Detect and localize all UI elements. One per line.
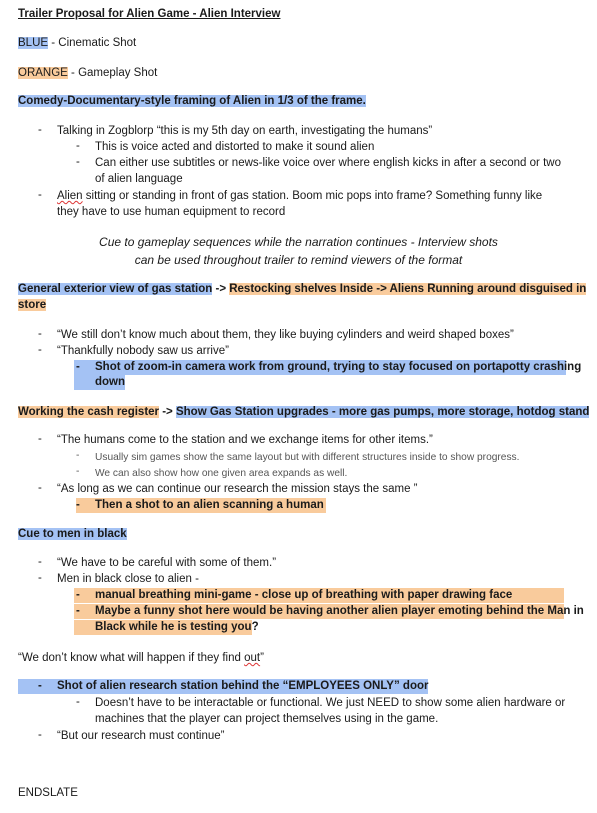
- s1-bullet1b-line1: Can either use subtitles or news-like voice over where english kicks in after a second or two: [95, 157, 561, 169]
- s3-bullet2: “As long as we can continue our research the mission stays the same ”: [57, 483, 418, 495]
- section1-heading: Comedy-Documentary-style framing of Alien in 1/3 of the frame.: [18, 95, 366, 107]
- s5-bullet1a-line1: Doesn’t have to be interactable or functional. We just NEED to show some alien hardware or: [95, 697, 566, 709]
- bullet-dash: -: [76, 450, 80, 461]
- s4-bullet2b-line2: Black while he is testing you?: [74, 620, 252, 635]
- cue-note-line2: can be used throughout trailer to remind viewers of the format: [134, 253, 463, 267]
- s1-bullet1: Talking in Zogblorp “this is my 5th day on earth, investigating the humans”: [57, 125, 433, 137]
- s2-bullet1: “We still don’t know much about them, they like buying cylinders and weird shaped boxes”: [57, 329, 514, 341]
- s1-bullet1b-line2: of alien language: [95, 173, 183, 185]
- legend-orange-swatch: ORANGE: [18, 67, 68, 79]
- s4-bullet2a: - manual breathing mini-game - close up of breathing with paper drawing face: [74, 588, 564, 603]
- s2-bullet2: “Thankfully nobody saw us arrive”: [57, 345, 229, 357]
- s3-bullet2a: - Then a shot to an alien scanning a human: [76, 499, 324, 511]
- bullet-dash: -: [38, 556, 42, 568]
- bullet-dash: -: [38, 344, 42, 356]
- legend-blue-swatch: BLUE: [18, 37, 49, 49]
- s1-bullet2-line1: Alien sitting or standing in front of gas station. Boom mic pops into frame? Something funny like: [57, 190, 543, 202]
- s5-bullet1a-line2: machines that the player can project themselves using in the game.: [95, 713, 439, 725]
- section3-heading: Working the cash register -> Show Gas Station upgrades - more gas pumps, more storage, hotdog stand: [18, 406, 590, 418]
- s3-bullet1a: Usually sim games show the same layout but with different structures inside to show progress.: [95, 452, 520, 463]
- bullet-dash: -: [38, 572, 42, 584]
- bullet-dash: -: [38, 482, 42, 494]
- s4-bullet2b-line1: - Maybe a funny shot here would be having another alien player emoting behind the Man in: [76, 605, 584, 617]
- endslate: ENDSLATE: [18, 787, 78, 799]
- section2-heading-line1: General exterior view of gas station -> Restocking shelves Inside -> Aliens Running around disguised in: [18, 283, 587, 295]
- bullet-dash: -: [38, 433, 42, 445]
- bullet-dash: -: [38, 189, 42, 201]
- s4-bullet2: Men in black close to alien -: [57, 573, 199, 585]
- bullet-dash: -: [38, 124, 42, 136]
- s5-bullet1: - Shot of alien research station behind the “EMPLOYEES ONLY” door: [18, 679, 428, 694]
- s3-bullet1: “The humans come to the station and we exchange items for other items.”: [57, 434, 433, 446]
- s1-bullet2-line2: they have to use human equipment to record: [57, 206, 286, 218]
- s3-bullet1b: We can also show how one given area expands as well.: [95, 468, 348, 479]
- s1-bullet1a: This is voice acted and distorted to make it sound alien: [95, 141, 375, 153]
- s2-bullet2a-line2: down: [74, 375, 125, 390]
- cue-note-line1: Cue to gameplay sequences while the narration continues - Interview shots: [99, 235, 498, 249]
- bullet-dash: -: [76, 466, 80, 477]
- section4-heading: Cue to men in black: [18, 528, 127, 540]
- bullet-dash: -: [76, 156, 80, 168]
- quote-find-out: “We don’t know what will happen if they find out”: [18, 652, 264, 664]
- legend-orange: [18, 66, 157, 81]
- bullet-dash: -: [76, 696, 80, 708]
- legend-orange-desc: - Gameplay Shot: [67, 67, 158, 79]
- section2-heading-line2: store: [18, 299, 47, 311]
- s2-bullet2a-line1: - Shot of zoom-in camera work from ground, trying to stay focused on portapotty crashing: [76, 361, 582, 373]
- page-title: Trailer Proposal for Alien Game - Alien Interview: [18, 8, 281, 20]
- bullet-dash: -: [38, 328, 42, 340]
- s4-bullet1: “We have to be careful with some of them.”: [57, 557, 277, 569]
- legend-blue-desc: - Cinematic Shot: [48, 37, 137, 49]
- legend-blue: [18, 36, 136, 51]
- bullet-dash: -: [38, 729, 42, 741]
- s5-bullet2: “But our research must continue”: [57, 730, 225, 742]
- bullet-dash: -: [76, 140, 80, 152]
